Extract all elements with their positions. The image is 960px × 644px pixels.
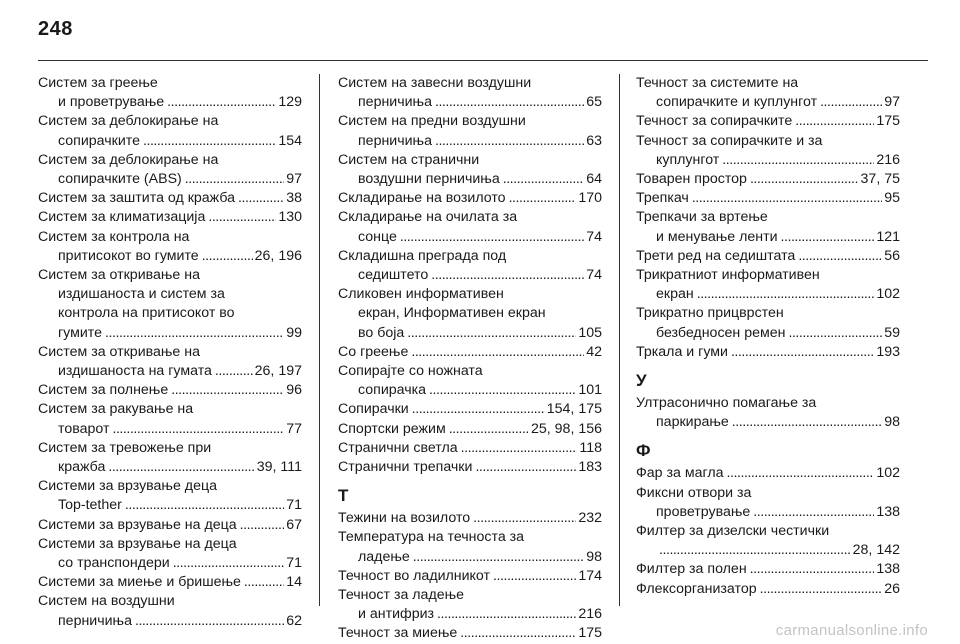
- entry-text: со транспондери: [58, 555, 170, 572]
- index-entry: [338, 400, 602, 419]
- index-entry: [636, 484, 900, 522]
- entry-text: Филтер за дизелски честички: [636, 523, 830, 540]
- dot-leader: [240, 516, 285, 535]
- index-entry: [38, 151, 302, 189]
- dot-leader: [731, 343, 874, 362]
- page-reference: 101: [578, 382, 602, 399]
- entry-text: Систем за контрола на: [38, 228, 190, 245]
- entry-text: Филтер за полен: [636, 561, 747, 578]
- column-divider: [619, 74, 620, 606]
- section-letter: Ф: [636, 441, 651, 461]
- entry-text: Трепкачи за вртење: [636, 209, 768, 226]
- entry-text: издишаноста на гумата: [58, 363, 212, 380]
- index-entry: [338, 247, 602, 285]
- page-reference: 138: [876, 503, 900, 520]
- index-entry: [636, 522, 900, 560]
- entry-text: Складирање на очилата за: [338, 209, 518, 226]
- page-reference: 193: [876, 343, 900, 360]
- header-rule: [38, 60, 928, 61]
- page-reference: 102: [876, 465, 900, 482]
- entry-text: Систем за климатизација: [38, 209, 206, 226]
- page-number: 248: [38, 18, 73, 40]
- index-entry: [636, 112, 900, 131]
- dot-leader: [795, 112, 874, 131]
- page-reference: 64: [586, 171, 602, 188]
- index-entry: [338, 189, 602, 208]
- entry-text: кражба: [58, 459, 106, 476]
- entry-text: Систем на странични: [338, 151, 480, 168]
- page-reference: 102: [876, 286, 900, 303]
- page-reference: 63: [586, 132, 602, 149]
- page-reference: 138: [876, 561, 900, 578]
- index-entry: [338, 343, 602, 362]
- entry-text: сопирачките: [58, 132, 140, 149]
- dot-leader: [431, 266, 584, 285]
- dot-leader: [435, 132, 584, 151]
- dot-leader: [202, 247, 253, 266]
- entry-text: Тркала и гуми: [636, 343, 728, 360]
- dot-leader: [238, 189, 284, 208]
- column-divider: [319, 74, 320, 606]
- page-reference: 71: [286, 497, 302, 514]
- dot-leader: [437, 605, 576, 624]
- entry-text: Трепкач: [636, 190, 689, 207]
- entry-text: екран: [656, 286, 694, 303]
- entry-text: паркирање: [656, 414, 729, 431]
- page-reference: 216: [578, 606, 602, 623]
- index-entry: [38, 592, 302, 630]
- entry-text: сопирачките и куплунгот: [656, 94, 818, 111]
- index-entry: [38, 381, 302, 400]
- index-entry: [636, 560, 900, 579]
- page-reference: 25, 98, 156: [531, 420, 602, 437]
- index-entry: [338, 624, 602, 643]
- entry-text: проветрување: [656, 503, 751, 520]
- index-entry: [636, 170, 900, 189]
- watermark: carmanualsonline.info: [775, 622, 928, 639]
- dot-leader: [407, 324, 576, 343]
- entry-text: Сликовен информативен: [338, 286, 504, 303]
- index-entry: [38, 400, 302, 438]
- entry-text: Систем за деблокирање на: [38, 151, 219, 168]
- page-reference: 26, 197: [254, 363, 302, 380]
- page-reference: 74: [586, 228, 602, 245]
- dot-leader: [503, 170, 585, 189]
- entry-text: сопирачка: [358, 382, 427, 399]
- dot-leader: [509, 189, 577, 208]
- index-entry: [338, 528, 602, 566]
- dot-leader: [173, 554, 285, 573]
- index-entry: [338, 362, 602, 400]
- entry-text: сопирачките (ABS): [58, 171, 182, 188]
- entry-text: контрола на притисокот во: [58, 305, 235, 322]
- dot-leader: [781, 228, 875, 247]
- entry-text: Трикратниот информативен: [636, 267, 820, 284]
- page-reference: 39, 111: [256, 459, 302, 476]
- page-reference: 97: [884, 94, 900, 111]
- dot-leader: [167, 93, 276, 112]
- dot-leader: [412, 400, 545, 419]
- dot-leader: [413, 548, 584, 567]
- page-reference: 216: [876, 151, 900, 168]
- dot-leader: [208, 208, 276, 227]
- index-entry: [38, 208, 302, 227]
- index-entry: [38, 112, 302, 150]
- entry-text: Системи за врзување деца: [38, 478, 217, 495]
- index-entry: [636, 132, 900, 170]
- index-entry: [338, 151, 602, 189]
- dot-leader: [429, 381, 576, 400]
- index-entry: [38, 228, 302, 266]
- index-entry: [338, 112, 602, 150]
- entry-text: куплунгот: [656, 151, 720, 168]
- page-reference: 42: [586, 343, 602, 360]
- entry-text: Систем за откривање на: [38, 343, 200, 360]
- entry-text: издишаноста и систем за: [58, 286, 225, 303]
- entry-text: Фиксни отвори за: [636, 484, 752, 501]
- entry-text: Систем за тревожење при: [38, 439, 212, 456]
- index-entry: [636, 189, 900, 208]
- dot-leader: [105, 324, 284, 343]
- index-entry: [338, 285, 602, 343]
- entry-text: Систем за откривање на: [38, 267, 200, 284]
- index-entry: [338, 439, 602, 458]
- entry-text: и проветрување: [58, 94, 165, 111]
- index-entry: [338, 567, 602, 586]
- page-reference: 14: [286, 574, 302, 591]
- dot-leader: [171, 381, 284, 400]
- dot-leader: [697, 285, 875, 304]
- index-entry: [38, 343, 302, 381]
- entry-text: Сопирајте со ножната: [338, 363, 483, 380]
- entry-text: седиштето: [358, 267, 429, 284]
- entry-text: Системи за врзување на деца: [38, 516, 237, 533]
- entry-text: Течност за системите на: [636, 75, 799, 91]
- page-reference: 74: [586, 267, 602, 284]
- entry-text: Систем на предни воздушни: [338, 113, 526, 130]
- index-entry: [338, 458, 602, 477]
- entry-text: и менување ленти: [656, 228, 778, 245]
- index-entry: [38, 573, 302, 592]
- index-entry: [636, 343, 900, 362]
- entry-text: во боја: [358, 324, 405, 341]
- entry-text: Систем на воздушни: [38, 593, 175, 610]
- entry-text: Систем за полнење: [38, 382, 169, 399]
- page-reference: 56: [884, 247, 900, 264]
- index-entry: [338, 74, 602, 112]
- index-entry: [636, 266, 900, 304]
- page-reference: 96: [286, 382, 302, 399]
- index-entry: [38, 535, 302, 573]
- index-entry: [636, 208, 900, 246]
- entry-text: екран, Информативен екран: [358, 305, 546, 322]
- dot-leader: [722, 151, 874, 170]
- page-reference: 62: [286, 612, 302, 629]
- index-entry: [636, 74, 900, 112]
- page-reference: 130: [278, 209, 302, 226]
- entry-text: Со греење: [338, 343, 409, 360]
- entry-text: Течност за сопирачките и за: [636, 132, 823, 149]
- dot-leader: [449, 420, 529, 439]
- dot-leader: [435, 93, 584, 112]
- page-reference: 95: [884, 190, 900, 207]
- entry-text: Течност за миење: [338, 625, 458, 642]
- dot-leader: [750, 170, 859, 189]
- dot-leader: [143, 132, 276, 151]
- entry-text: Ултрасонично помагање за: [636, 395, 817, 412]
- entry-text: сонце: [358, 228, 397, 245]
- index-column-2: [338, 74, 602, 644]
- page-reference: 28, 142: [852, 542, 900, 559]
- dot-leader: [750, 560, 875, 579]
- entry-text: Сопирачки: [338, 401, 409, 418]
- dot-leader: [727, 464, 875, 483]
- index-entry: [636, 394, 900, 432]
- page-reference: 232: [578, 510, 602, 527]
- index-entry: [38, 74, 302, 112]
- page-reference: 183: [578, 459, 602, 476]
- page-reference: 175: [578, 625, 602, 642]
- page-reference: 98: [884, 414, 900, 431]
- dot-leader: [400, 228, 584, 247]
- index-entry: [338, 208, 602, 246]
- entry-text: Течност во ладилникот: [338, 567, 491, 584]
- dot-leader: [185, 170, 284, 189]
- dot-leader: [135, 612, 284, 631]
- dot-leader: [411, 343, 584, 362]
- page-reference: 65: [586, 94, 602, 111]
- page-reference: 99: [286, 324, 302, 341]
- page-reference: 118: [579, 439, 602, 456]
- index-entry: [338, 420, 602, 439]
- index-entry: [38, 439, 302, 477]
- index-entry: [38, 477, 302, 515]
- dot-leader: [215, 362, 253, 381]
- page-reference: 121: [876, 228, 900, 245]
- dot-leader: [659, 541, 851, 560]
- index-entry: [38, 516, 302, 535]
- page-reference: 175: [876, 113, 900, 130]
- index-entry: [636, 464, 900, 483]
- entry-text: Фар за магла: [636, 465, 724, 482]
- entry-text: Товарен простор: [636, 171, 747, 188]
- dot-leader: [475, 458, 576, 477]
- entry-text: Флексорганизатор: [636, 580, 757, 597]
- dot-leader: [798, 247, 882, 266]
- entry-text: и антифриз: [358, 606, 435, 623]
- page-reference: 77: [286, 420, 302, 437]
- dot-leader: [760, 580, 883, 599]
- index-column-1: [38, 74, 302, 631]
- entry-text: воздушни перничиња: [358, 171, 500, 188]
- dot-leader: [820, 93, 882, 112]
- dot-leader: [788, 324, 882, 343]
- dot-leader: [753, 503, 874, 522]
- section-letter: Т: [338, 486, 349, 506]
- entry-text: Систем за ракување на: [38, 401, 194, 418]
- entry-text: Странични светла: [338, 439, 458, 456]
- entry-text: Top-tether: [58, 497, 122, 514]
- dot-leader: [108, 458, 254, 477]
- page-reference: 59: [884, 324, 900, 341]
- dot-leader: [692, 189, 882, 208]
- page-reference: 38: [286, 190, 302, 207]
- page-reference: 170: [578, 190, 602, 207]
- page-reference: 71: [286, 555, 302, 572]
- entry-text: перничиња: [358, 132, 432, 149]
- page-reference: 129: [278, 94, 302, 111]
- entry-text: Систем за заштита од кражба: [38, 190, 236, 207]
- entry-text: Систем за деблокирање на: [38, 113, 219, 130]
- index-entry: [38, 266, 302, 343]
- dot-leader: [460, 624, 576, 643]
- page-reference: 67: [286, 516, 302, 533]
- page-reference: 97: [286, 171, 302, 188]
- index-entry: [636, 304, 900, 342]
- section-letter: У: [636, 371, 647, 391]
- dot-leader: [112, 420, 284, 439]
- entry-text: притисокот во гумите: [58, 247, 199, 264]
- page-reference: 26, 196: [254, 247, 302, 264]
- entry-text: Тежини на возилото: [338, 510, 471, 527]
- page-reference: 154, 175: [546, 401, 602, 418]
- dot-leader: [493, 567, 576, 586]
- index-entry: [636, 580, 900, 599]
- entry-text: Систем за греење: [38, 75, 158, 91]
- entry-text: Течност за ладење: [338, 587, 465, 604]
- dot-leader: [244, 573, 284, 592]
- entry-text: Температура на течноста за: [338, 529, 525, 546]
- page-reference: 37, 75: [860, 171, 900, 188]
- entry-text: товарот: [58, 420, 110, 437]
- dot-leader: [125, 496, 284, 515]
- entry-text: Системи за миење и бришење: [38, 574, 241, 591]
- dot-leader: [461, 439, 578, 458]
- page-reference: 98: [586, 548, 602, 565]
- index-entry: [338, 586, 602, 624]
- dot-leader: [732, 413, 882, 432]
- page-reference: 154: [278, 132, 302, 149]
- entry-text: Складирање на возилото: [338, 190, 506, 207]
- entry-text: Трикратно прицврстен: [636, 305, 784, 322]
- page-reference: 174: [578, 567, 602, 584]
- index-column-3: [636, 74, 900, 599]
- entry-text: перничиња: [58, 612, 132, 629]
- index-entry: [338, 509, 602, 528]
- dot-leader: [473, 509, 576, 528]
- index-entry: [38, 189, 302, 208]
- entry-text: Систем на завесни воздушни: [338, 75, 532, 91]
- page-reference: 26: [884, 580, 900, 597]
- page-reference: 105: [578, 324, 602, 341]
- entry-text: Складишна преграда под: [338, 247, 507, 264]
- entry-text: Трети ред на седиштата: [636, 247, 796, 264]
- entry-text: Спортски режим: [338, 420, 446, 437]
- entry-text: Системи за врзување на деца: [38, 535, 237, 552]
- index-entry: [636, 247, 900, 266]
- entry-text: безбедносен ремен: [656, 324, 786, 341]
- entry-text: перничиња: [358, 94, 432, 111]
- entry-text: ладење: [358, 548, 410, 565]
- entry-text: Странични трепачки: [338, 459, 473, 476]
- entry-text: гумите: [58, 324, 103, 341]
- entry-text: Течност за сопирачките: [636, 113, 793, 130]
